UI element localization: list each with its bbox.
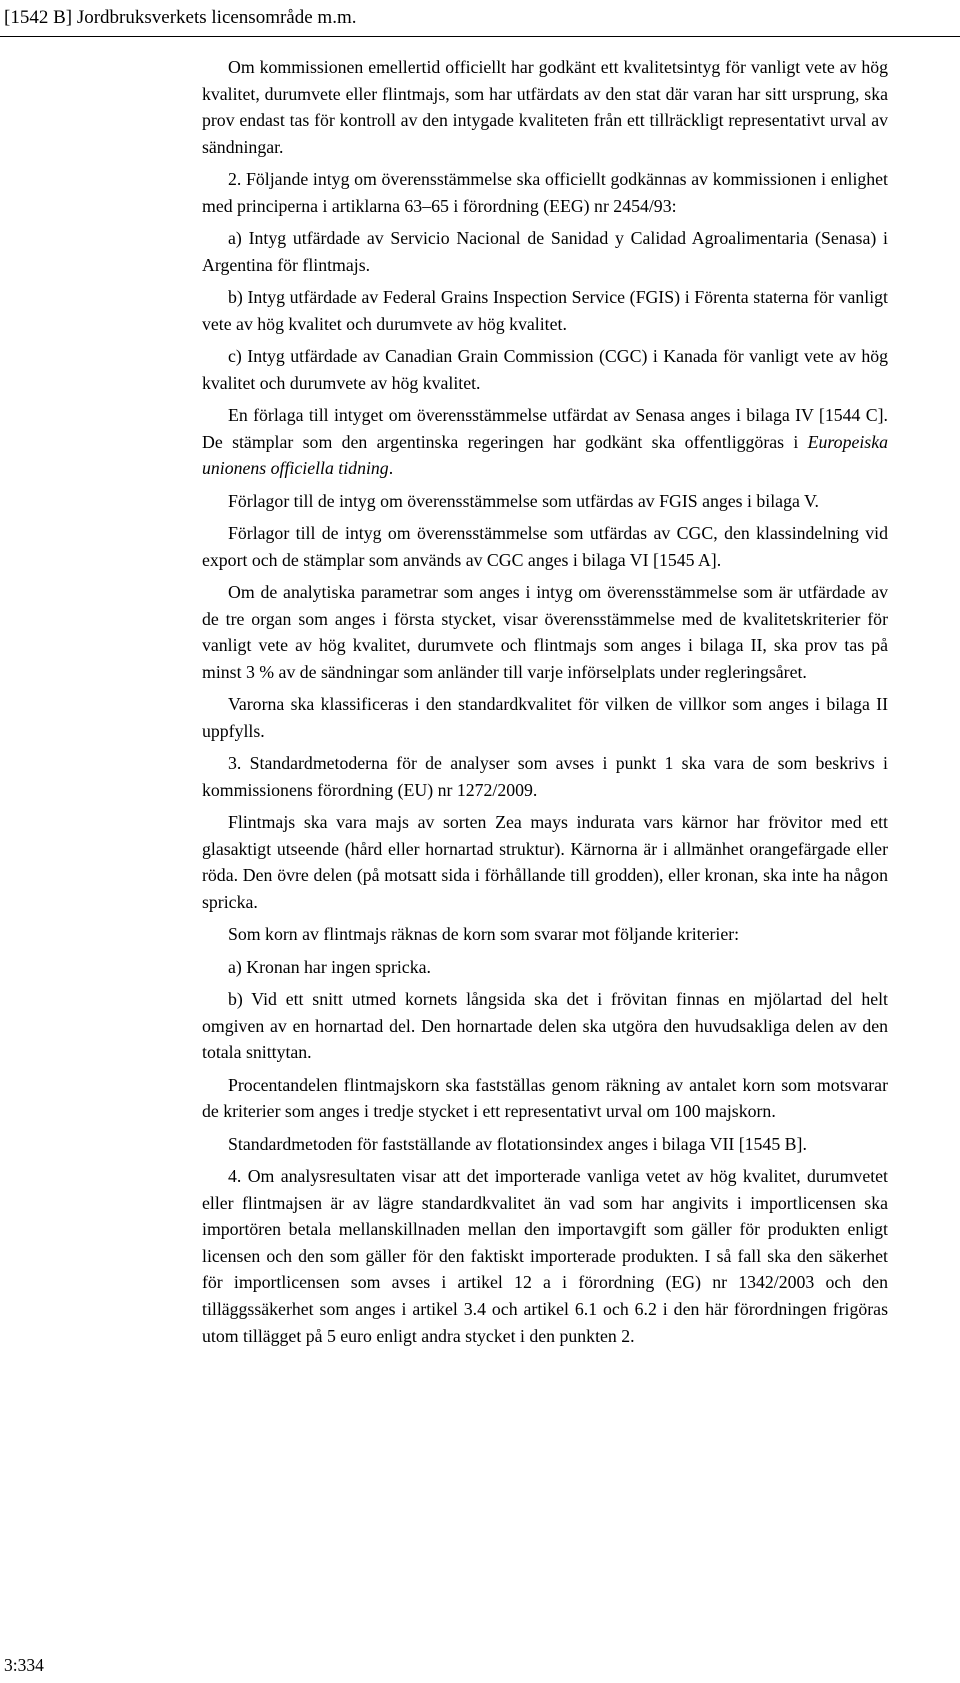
- list-item: b) Vid ett snitt utmed kornets långsida ska det i frövitan finnas en mjölartad del helt omgiven av en hornartad del. Den hornartade delen ska utgöra den huvudsakliga delen av den totala snittytan.: [202, 989, 888, 1063]
- paragraph: Varorna ska klassificeras i den standardkvalitet för vilken de villkor som anges i bilaga II uppfylls.: [202, 694, 888, 741]
- paragraph: Förlagor till de intyg om överensstämmelse som utfärdas av FGIS anges i bilaga V.: [228, 490, 819, 511]
- paragraph: 2. Följande intyg om överensstämmelse ska officiellt godkännas av kommissionen i enlighet med principerna i artiklarna 63–65 i förordning (EEG) nr 2454/93:: [202, 169, 888, 216]
- list-item: b) Intyg utfärdade av Federal Grains Inspection Service (FGIS) i Förenta staterna för vanligt vete av hög kvalitet och durumvete av hög kvalitet.: [202, 287, 888, 334]
- paragraph: Om de analytiska parametrar som anges i intyg om överensstämmelse som är utfärdade av de tre organ som anges i första stycket, visar överensstämmelse med de kvalitetskriterier för vanligt vete av hög kvalitet, durumvete och flintmajs som anges i bilaga II, ska prov tas på minst 3 % av de sändningar som anländer till varje införselplats under regleringsåret.: [202, 582, 888, 682]
- paragraph: 3. Standardmetoderna för de analyser som avses i punkt 1 ska vara de som beskrivs i kommissionens förordning (EU) nr 1272/2009.: [202, 753, 888, 800]
- header-rule: [0, 36, 960, 37]
- running-header: [1542 B] Jordbruksverkets licensområde m.m.: [4, 7, 357, 28]
- paragraph-text: En förlaga till intyget om överensstämmelse utfärdat av Senasa anges i bilaga IV [1544 C]. De stämplar som den argentinska regeringen har godkänt ska offentliggöras i: [202, 405, 888, 452]
- paragraph: Standardmetoden för fastställande av flotationsindex anges i bilaga VII [1545 B].: [228, 1133, 807, 1154]
- paragraph: 4. Om analysresultaten visar att det importerade vanliga vetet av hög kvalitet, durumvetet eller flintmajsen är av lägre standardkvalitet än vad som har angivits i importlicensen ska importören betala mellanskillnaden mellan den importavgift som gäller för produkten enligt licensen och den som gäller för den faktiskt importerade produkten. I så fall ska den säkerhet för importlicensen som avses i artikel 12 a i förordning (EG) nr 1342/2003 och den tilläggssäkerhet som anges i artikel 3.4 och artikel 6.1 och 6.2 i den här förordningen frigöras utom tillägget på 5 euro enligt andra stycket i den punkten 2.: [202, 1166, 888, 1346]
- list-item: c) Intyg utfärdade av Canadian Grain Commission (CGC) i Kanada för vanligt vete av hög kvalitet och durumvete av hög kvalitet.: [202, 346, 888, 393]
- paragraph-text: .: [388, 458, 394, 479]
- paragraph: Procentandelen flintmajskorn ska fastställas genom räkning av antalet korn som motsvarar de kriterier som anges i tredje stycket i ett representativt urval om 100 majskorn.: [202, 1074, 888, 1122]
- list-item: a) Kronan har ingen spricka.: [228, 956, 431, 977]
- journal-title: Europeiska unionens officiella tidning: [202, 431, 888, 479]
- page-number: 3:334: [4, 1655, 44, 1675]
- paragraph: Om kommissionen emellertid officiellt har godkänt ett kvalitetsintyg för vanligt vete av hög kvalitet, durumvete eller flintmajs, som har utfärdats av den stat där varan har sitt ursprung, ska prov endast tas för kontroll av den intygade kvaliteten från ett tillräckligt representativt urval av sändningar.: [202, 57, 888, 157]
- paragraph: Flintmajs ska vara majs av sorten Zea mays indurata vars kärnor har frövitor med ett glasaktigt utseende (hård eller hornartad struktur). Kärnorna är i allmänhet orangefärgade eller röda. Den övre delen (på motsatt sida i förhållande till grodden), eller kronan, ska inte ha någon spricka.: [202, 812, 888, 912]
- paragraph: [202, 402, 888, 482]
- list-item: a) Intyg utfärdade av Servicio Nacional de Sanidad y Calidad Agroalimentaria (Senasa) i Argentina för flintmajs.: [202, 228, 888, 275]
- document-body: [202, 54, 888, 1355]
- paragraph: Som korn av flintmajs räknas de korn som svarar mot följande kriterier:: [228, 924, 740, 945]
- paragraph: Förlagor till de intyg om överensstämmelse som utfärdas av CGC, den klassindelning vid export och de stämplar som används av CGC anges i bilaga VI [1545 A].: [202, 523, 888, 570]
